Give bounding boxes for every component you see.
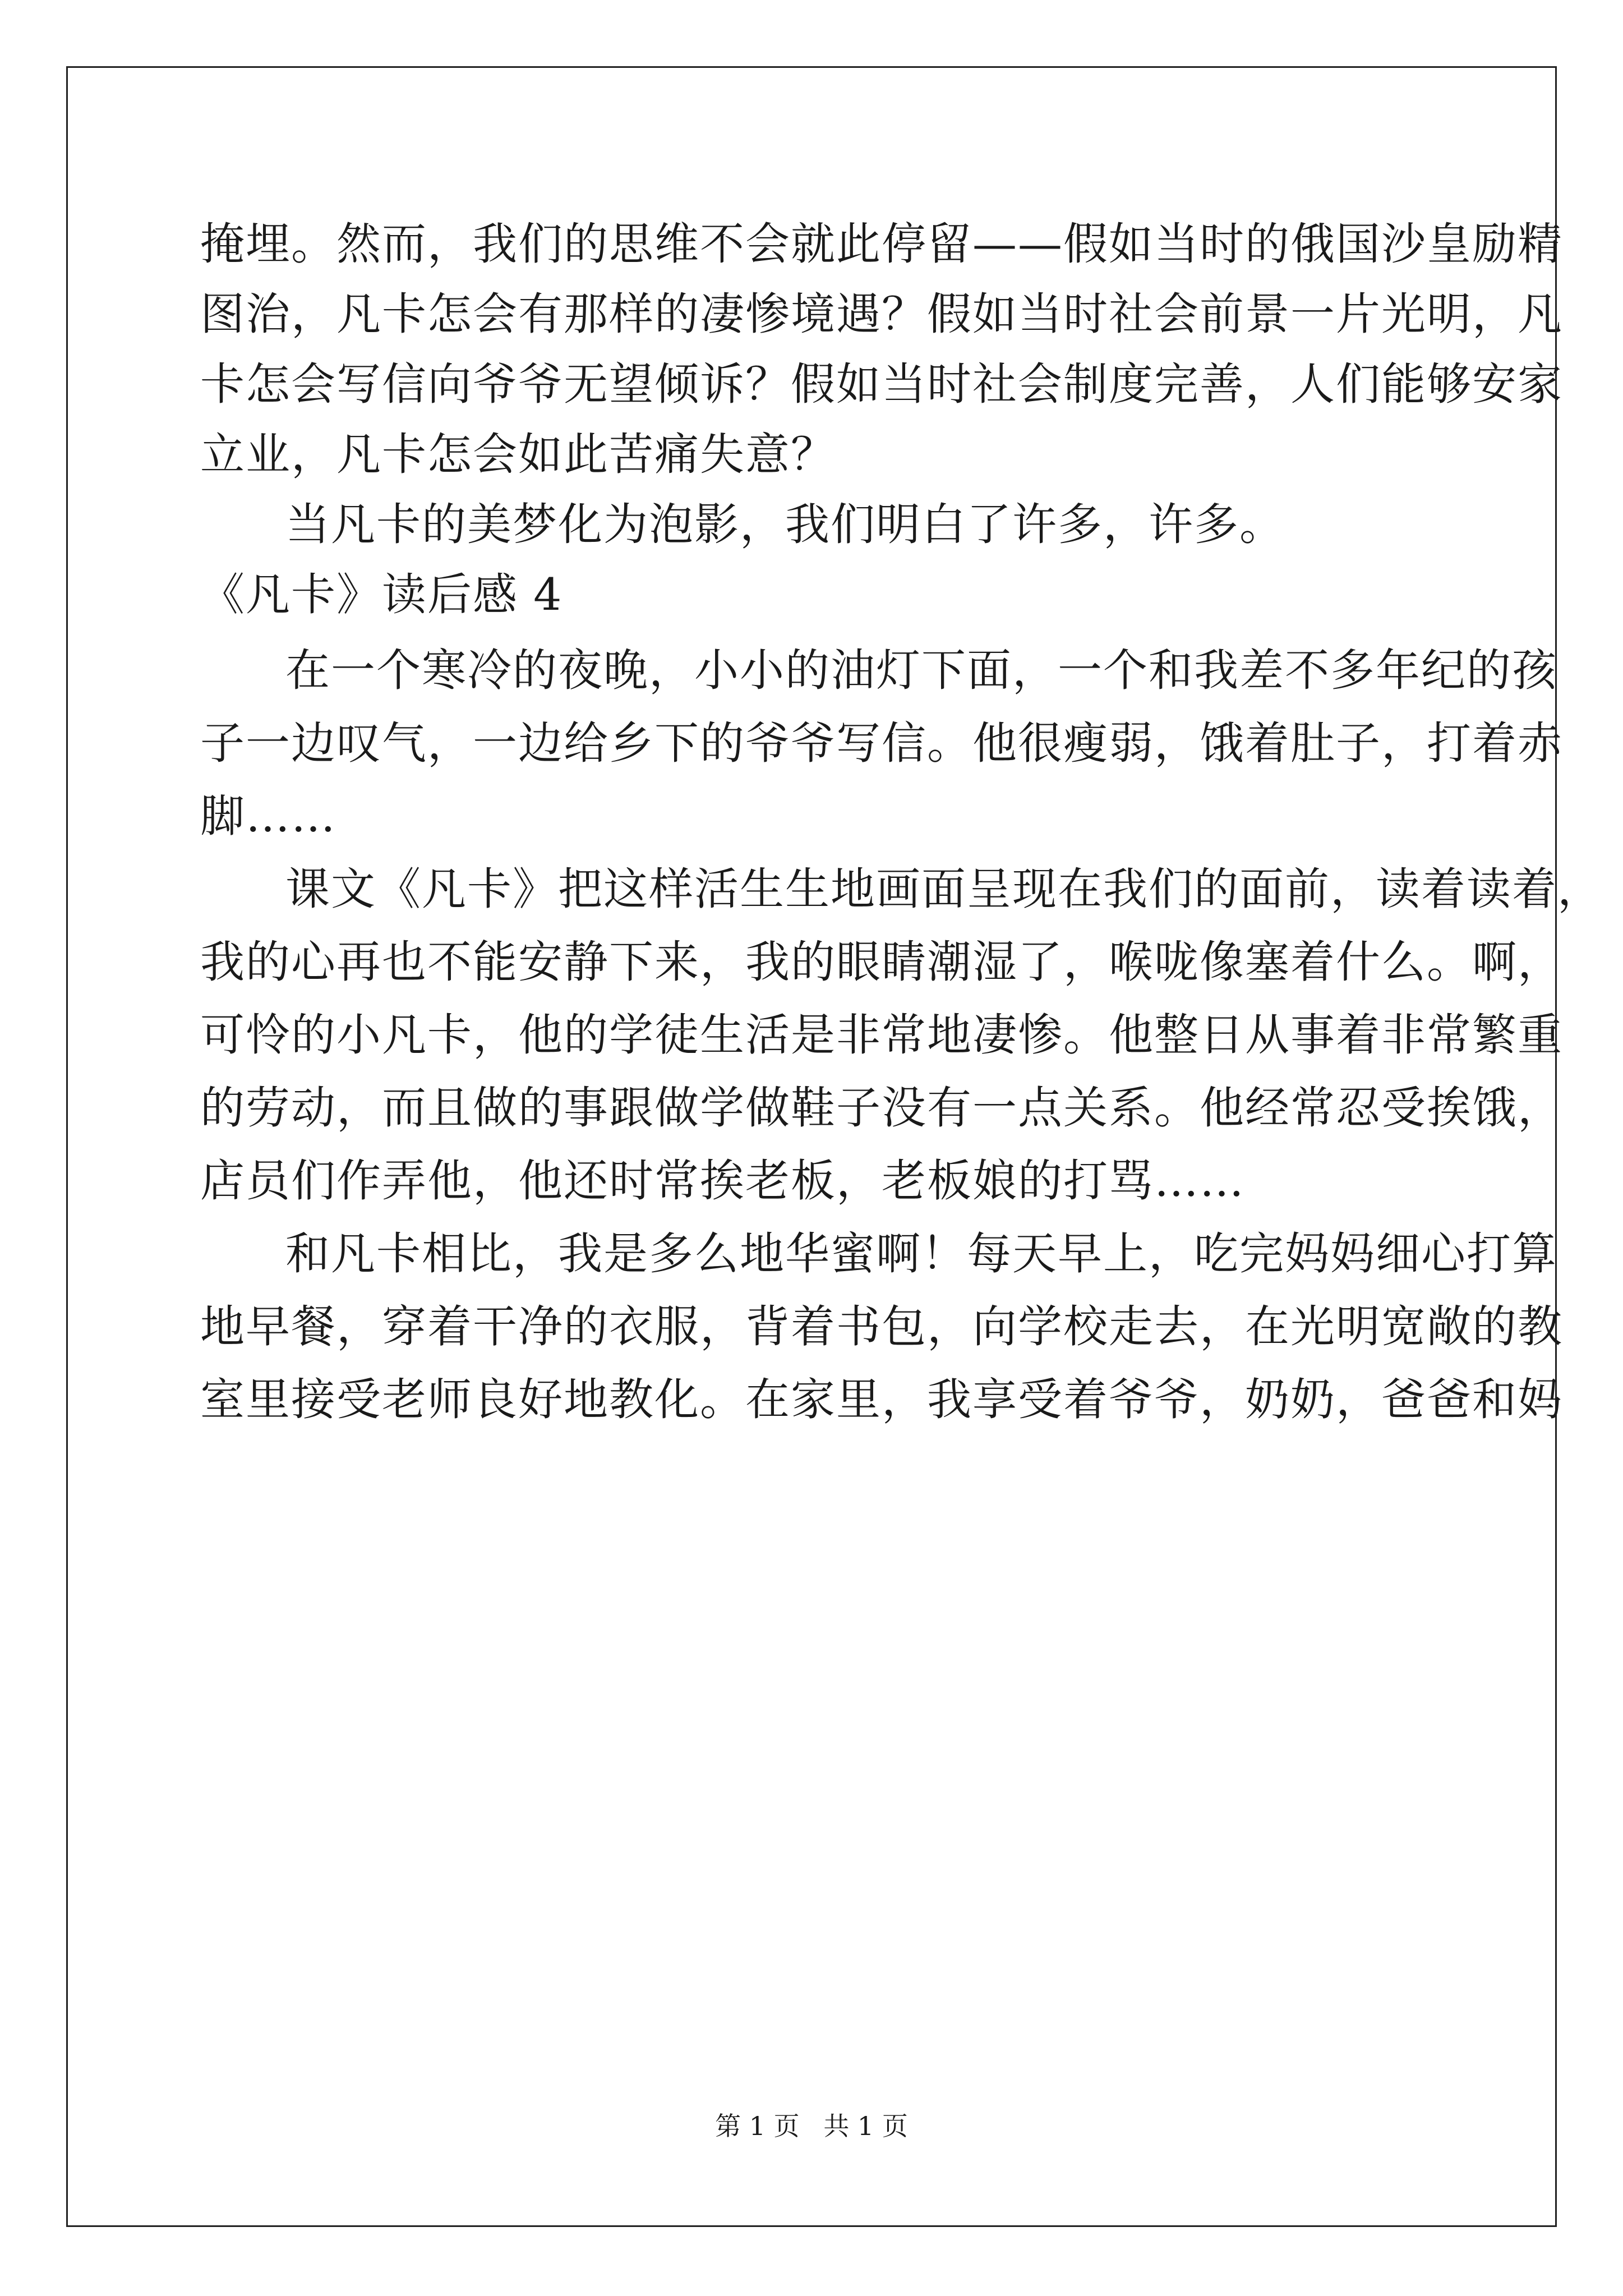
paragraph-first-line: 当凡卡的美梦化为泡影，我们明白了许多，许多。 xyxy=(285,499,1285,550)
text-line: 的劳动，而且做的事跟做学做鞋子没有一点关系。他经常忍受挨饿， xyxy=(200,1082,1563,1134)
text-line: 图治，凡卡怎会有那样的凄惨境遇？假如当时社会前景一片光明，凡 xyxy=(200,288,1563,340)
section-heading: 《凡卡》读后感 4 xyxy=(200,569,563,620)
text-line: 卡怎会写信向爷爷无望倾诉？假如当时社会制度完善，人们能够安家 xyxy=(200,358,1563,410)
page-number: 第 1 页 xyxy=(715,2111,800,2141)
text-line: 店员们作弄他，他还时常挨老板，老板娘的打骂…… xyxy=(200,1155,1245,1207)
text-line: 脚…… xyxy=(200,790,336,842)
text-line: 室里接受老师良好地教化。在家里，我享受着爷爷，奶奶，爸爸和妈 xyxy=(200,1374,1563,1425)
text-line: 我的心再也不能安静下来，我的眼睛潮湿了，喉咙像塞着什么。啊， xyxy=(200,936,1563,988)
text-line: 地早餐，穿着干净的衣服，背着书包，向学校走去，在光明宽敞的教 xyxy=(200,1301,1563,1352)
page-total: 共 1 页 xyxy=(823,2111,908,2141)
text-line: 掩埋。然而，我们的思维不会就此停留——假如当时的俄国沙皇励精 xyxy=(200,218,1563,270)
paragraph-first-line: 在一个寒冷的夜晚，小小的油灯下面，一个和我差不多年纪的孩 xyxy=(285,645,1557,696)
text-line: 可怜的小凡卡，他的学徒生活是非常地凄惨。他整日从事着非常繁重 xyxy=(200,1009,1563,1061)
text-line: 子一边叹气，一边给乡下的爷爷写信。他很瘦弱，饿着肚子，打着赤 xyxy=(200,717,1563,769)
paragraph-first-line: 课文《凡卡》把这样活生生地画面呈现在我们的面前，读着读着， xyxy=(285,863,1603,915)
text-line: 立业，凡卡怎会如此苦痛失意？ xyxy=(200,429,836,480)
page-footer xyxy=(0,2109,1623,2143)
paragraph-first-line: 和凡卡相比，我是多么地华蜜啊！每天早上，吃完妈妈细心打算 xyxy=(285,1228,1557,1280)
